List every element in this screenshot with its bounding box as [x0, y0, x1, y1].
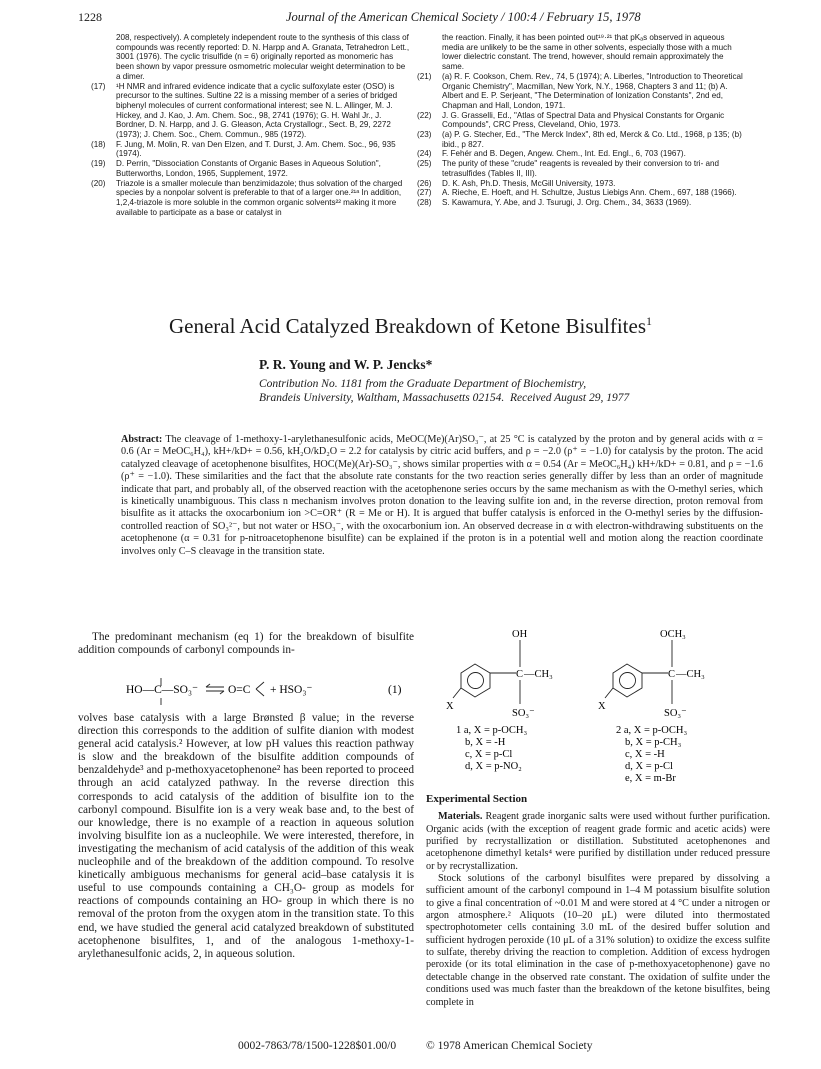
article-title: General Acid Catalyzed Breakdown of Ketone Bisulfites$^1$ [168, 314, 653, 338]
footnote: (27) A. Rieche, E. Hoeft, and H. Schultze, Justus Liebigs Ann. Chem., 697, 188 (1966). [417, 188, 737, 198]
footnote: (20) Triazole is a smaller molecule than benzimidazole; thus solvation of the charged species by a nonpolar solvent is preferable to that of a larger one.²¹ᵃ In addition, 1,2,4-triazole is more soluble in the common organic solvents²² making it more available to participate as a base or catalyst in [91, 178, 403, 217]
structure-2-sulfonate: SO₃⁻ [664, 708, 687, 719]
footnote: (17) ¹H NMR and infrared evidence indicate that a cyclic sulfoxylate ester (OSO) is precursor to the sultines. Sultine 22 is a missing member of a series of bridged biphenyl molecules of current conformational interest; see N. L. Allinger, M. J. Hickey, and J. Kao, J. Am. Chem. Soc., 98, 2741 (1976); G. H. Wahl Jr., J. Bordner, D. N. Harpp, and J. G. Gleason, Acta Crystallogr., Sect. B, 29, 2272 (1973); J. Chem. Soc., Chem. Commun., 985 (1972). [91, 81, 398, 140]
title-footnote-ref: 1 [646, 314, 653, 328]
article-affiliation: Contribution No. 1181 from the Graduate Department of Biochemistry, Brandeis University, Waltham, Massachusetts 02154. Received August 29, 1977 [259, 378, 630, 404]
structure-2-substituent: X [598, 701, 606, 712]
footnote: (18) F. Jung, M. Molin, R. van Den Elzen, and T. Durst, J. Am. Chem. Soc., 96, 935 (1974). [91, 139, 396, 159]
structure-2-och3: OCH₃ [660, 629, 686, 640]
structure-1-label-c: c, X = p-Cl [465, 749, 513, 760]
intro-paragraph-1: The predominant mechanism (eq 1) for the breakdown of bisulfite addition compounds of carbonyl compounds in- [78, 631, 414, 657]
experimental-section [426, 793, 770, 1009]
structure-1-label-a: 1 a, X = p-OCH₃ [456, 725, 528, 736]
received-date: Received August 29, 1977 [509, 392, 630, 404]
structure-2 [598, 629, 705, 784]
footnote: (22) J. G. Grasselli, Ed., "Atlas of Spectral Data and Physical Constants for Organic Compounds", CRC Press, Cleveland, Ohio, 1973. [417, 110, 725, 130]
footnote: (26) D. K. Ash, Ph.D. Thesis, McGill University, 1973. [417, 178, 616, 188]
intro-paragraph-2: volves base catalysis with a large Brønsted β value; in the reverse direction this corresponds to the addition of sulfite dianion with modest general acid catalysis.² However, at low pH values this reaction pathway is slow and the breakdown of the bisulfite addition compounds of benzaldehyde³ and p-methoxyacetophenone² has been reported to proceed through an acid catalyzed pathway. In the reverse direction this corresponds to acid catalysis of the addition of bisulfite ion to the carbonyl compound. Bisulfite ion is a very weak base and, to the best of our knowledge, there is no example of a reaction in aqueous solution involving bisulfite ion as a nucleophile. We were interested, therefore, in investigating the mechanism of acid catalysis of the addition of this weak nucleophile and of the breakdown of the addition compound. To resolve kinetically ambiguous mechanisms for general acid–base catalysis it is useful to use compounds containing a CH₃O- group as models for reactions of compounds containing an HO- group in which there is no removal of the proton from the oxygen atom in the transition state. To this end, we have studied the general acid catalyzed breakdown of substituted acetophenone bisulfites, 1, and of the analogous 1-methoxy-1-arylethanesulfonic acids, 2, in aqueous solution. [78, 712, 414, 960]
footnote: (21) (a) R. F. Cookson, Chem. Rev., 74, 5 (1974); A. Liberles, "Introduction to Theoretical Organic Chemistry", Macmillan, New York, N.Y., 1968, Chapters 3 and 11; (b) A. Albert and E. P. Serjeant, "The Determination of Ionization Constants", 2nd ed, Chapman and Hall, London, 1971. [417, 71, 743, 110]
experimental-heading: Experimental Section [426, 793, 528, 805]
materials-paragraph: Materials. Reagent grade inorganic salts were used without further purification. Organic acids (with the exception of reagent grade formic and acetic acids) were purified by recrystallization or distillation. Substituted acetophenones and acetophenone dimethyl ketals⁴ were purified by distillation under reduced pressure or by recrystallization. [426, 811, 770, 872]
structure-2-label-b: b, X = p-CH₃ [625, 737, 682, 748]
structure-1-oh: OH [512, 629, 528, 640]
abstract [121, 434, 763, 558]
structure-2-label-d: d, X = p-Cl [625, 761, 673, 772]
structure-2-label-a: 2 a, X = p-OCH₃ [616, 725, 688, 736]
structure-2-label-e: e, X = m-Br [625, 773, 676, 784]
structure-1-label-d: d, X = p-NO₂ [465, 761, 522, 772]
footnotes-right-column [417, 33, 747, 208]
article-authors: P. R. Young and W. P. Jencks* [259, 357, 433, 372]
structure-2-carbon: C [668, 669, 676, 680]
structure-1-methyl: —CH₃ [524, 669, 553, 680]
structure-2-label-c: c, X = -H [625, 749, 665, 760]
footnote: (23) (a) P. G. Stecher, Ed., "The Merck Index", 8th ed, Merck & Co. Ltd., 1968, p 135; (b) ibid., p 827. [417, 130, 742, 149]
structure-1-substituent: X [446, 701, 454, 712]
structure-1 [446, 629, 553, 772]
structure-1-label-b: b, X = -H [465, 737, 506, 748]
footnote: (25) The purity of these "crude" reagents is revealed by their conversion to tri- and tetrasulfides (Tables II, III). [417, 159, 720, 178]
abstract-label: Abstract: [121, 434, 163, 445]
stock-solutions-paragraph: Stock solutions of the carbonyl bisulfites were prepared by dissolving a sufficient amount of the carbonyl compound in 1–4 M potassium bisulfite solution to give a final concentration of ~0.01 M and were stored at 4 °C under a nitrogen or argon atmosphere.² Aliquots (10–20 μL) were diluted into thermostated spectrophotometer cells containing 3.0 mL of the desired buffer solution and sufficient hydrogen peroxide (10 μL of a 31% solution) to oxidize the excess sulfite to sulfate, thereby driving the reaction to completion. Addition of excess hydrogen peroxide (or its total elimination in the case of p-methoxyacetophenone) gave no detectable change in the observed rate constant. The oxidation of sulfite under the conditions used was much faster than the breakdown of the ketone bisulfites, being complete in [426, 873, 770, 1008]
chemical-structures [420, 626, 780, 784]
footnote: (28) S. Kawamura, Y. Abe, and J. Tsurugi, J. Org. Chem., 34, 3633 (1969). [417, 197, 692, 207]
equation-plus: + HSO₃⁻ [270, 684, 313, 696]
footnote: (24) F. Fehér and B. Degen, Angew. Chem., Int. Ed. Engl., 6, 703 (1967). [417, 149, 686, 159]
structure-1-sulfonate: SO₃⁻ [512, 708, 535, 719]
page-number: 1228 [78, 10, 102, 24]
equation-lhs: HO—C—SO₃⁻ [126, 684, 199, 696]
footer-copyright: © 1978 American Chemical Society [426, 1040, 593, 1052]
abstract-text: The cleavage of 1-methoxy-1-arylethanesulfonic acids, MeOC(Me)(Ar)SO₃⁻, at 25 °C is catalyzed by the proton and by general acids with α = 0.6 (Ar = MeOC₆H₄), kH+/kD+ = 0.56, kH₂O/kD₂O = 2.2 for catalysis by citric acid buffers, and ρ = −2.0 (ρ⁺ = −1.0) for catalysis by the proton. The acid catalyzed cleavage of acetophenone bisulfites, HOC(Me)(Ar)-SO₃⁻, shows similar properties with α = 0.54 (Ar = MeOC₆H₄) kH+/kD+ = 0.81, and ρ = −1.6 (ρ⁺ = −1.0). These similarities and the fact that the absolute rate constants for the two reaction series generally differ by less than an order of magnitude indicate that part, and probably all, of the observed reaction with the acetophenone series occurs by the same mechanism as with the O-methyl series, which is kinetically unambiguous. This class n mechanism involves proton donation to the leaving sulfite ion and, in the reverse direction, proton removal from bisulfite as it attacks the oxocarbonium ion >C=OR⁺ (R = Me or H). It is argued that buffer catalysis is enforced in the O-methyl series by the diffusion-controlled reaction of SO₃²⁻, but not water or HSO₃⁻, with the oxocarbonium ion. An observed decrease in α with electron-withdrawing substituents on the acetophenone (α = 0.31 for p-nitroacetophenone bisulfite) can be explained if the proton is in a potential well and motion along the reaction coordinate involves only C–S cleavage in the transition state. [121, 434, 763, 557]
structure-2-methyl: —CH₃ [676, 669, 705, 680]
footnotes-left-column [91, 33, 411, 217]
equation-1 [78, 672, 414, 702]
footnote: 208, respectively). A completely independent route to the synthesis of this class of compounds was recently reported: D. N. Harpp and A. Granata, Tetrahedron Lett., 3001 (1976). The cyclic trisulfide (n = 6) originally reported as monomeric has been shown by vapor pressure osmometric molecular weight determination to be a dimer. [116, 33, 410, 81]
footnote: the reaction. Finally, it has been pointed out¹⁹·²¹ that pKₐs observed in aqueous media are unlikely to be the same in other solvents, especially those with a much lower dielectric constant. The trend, however, should remain approximately the same. [442, 33, 732, 72]
structure-1-carbon: C [516, 669, 524, 680]
footnote: (19) D. Perrin, "Dissociation Constants of Organic Bases in Aqueous Solution", Butterworths, London, 1965, Supplement, 1972. [91, 159, 381, 178]
equation-number: (1) [388, 684, 402, 696]
equation-rhs: O=C [228, 684, 251, 696]
running-header: Journal of the American Chemical Society / 100:4 / February 15, 1978 [286, 10, 641, 24]
footer-code: 0002-7863/78/1500-1228$01.00/0 [238, 1040, 397, 1052]
